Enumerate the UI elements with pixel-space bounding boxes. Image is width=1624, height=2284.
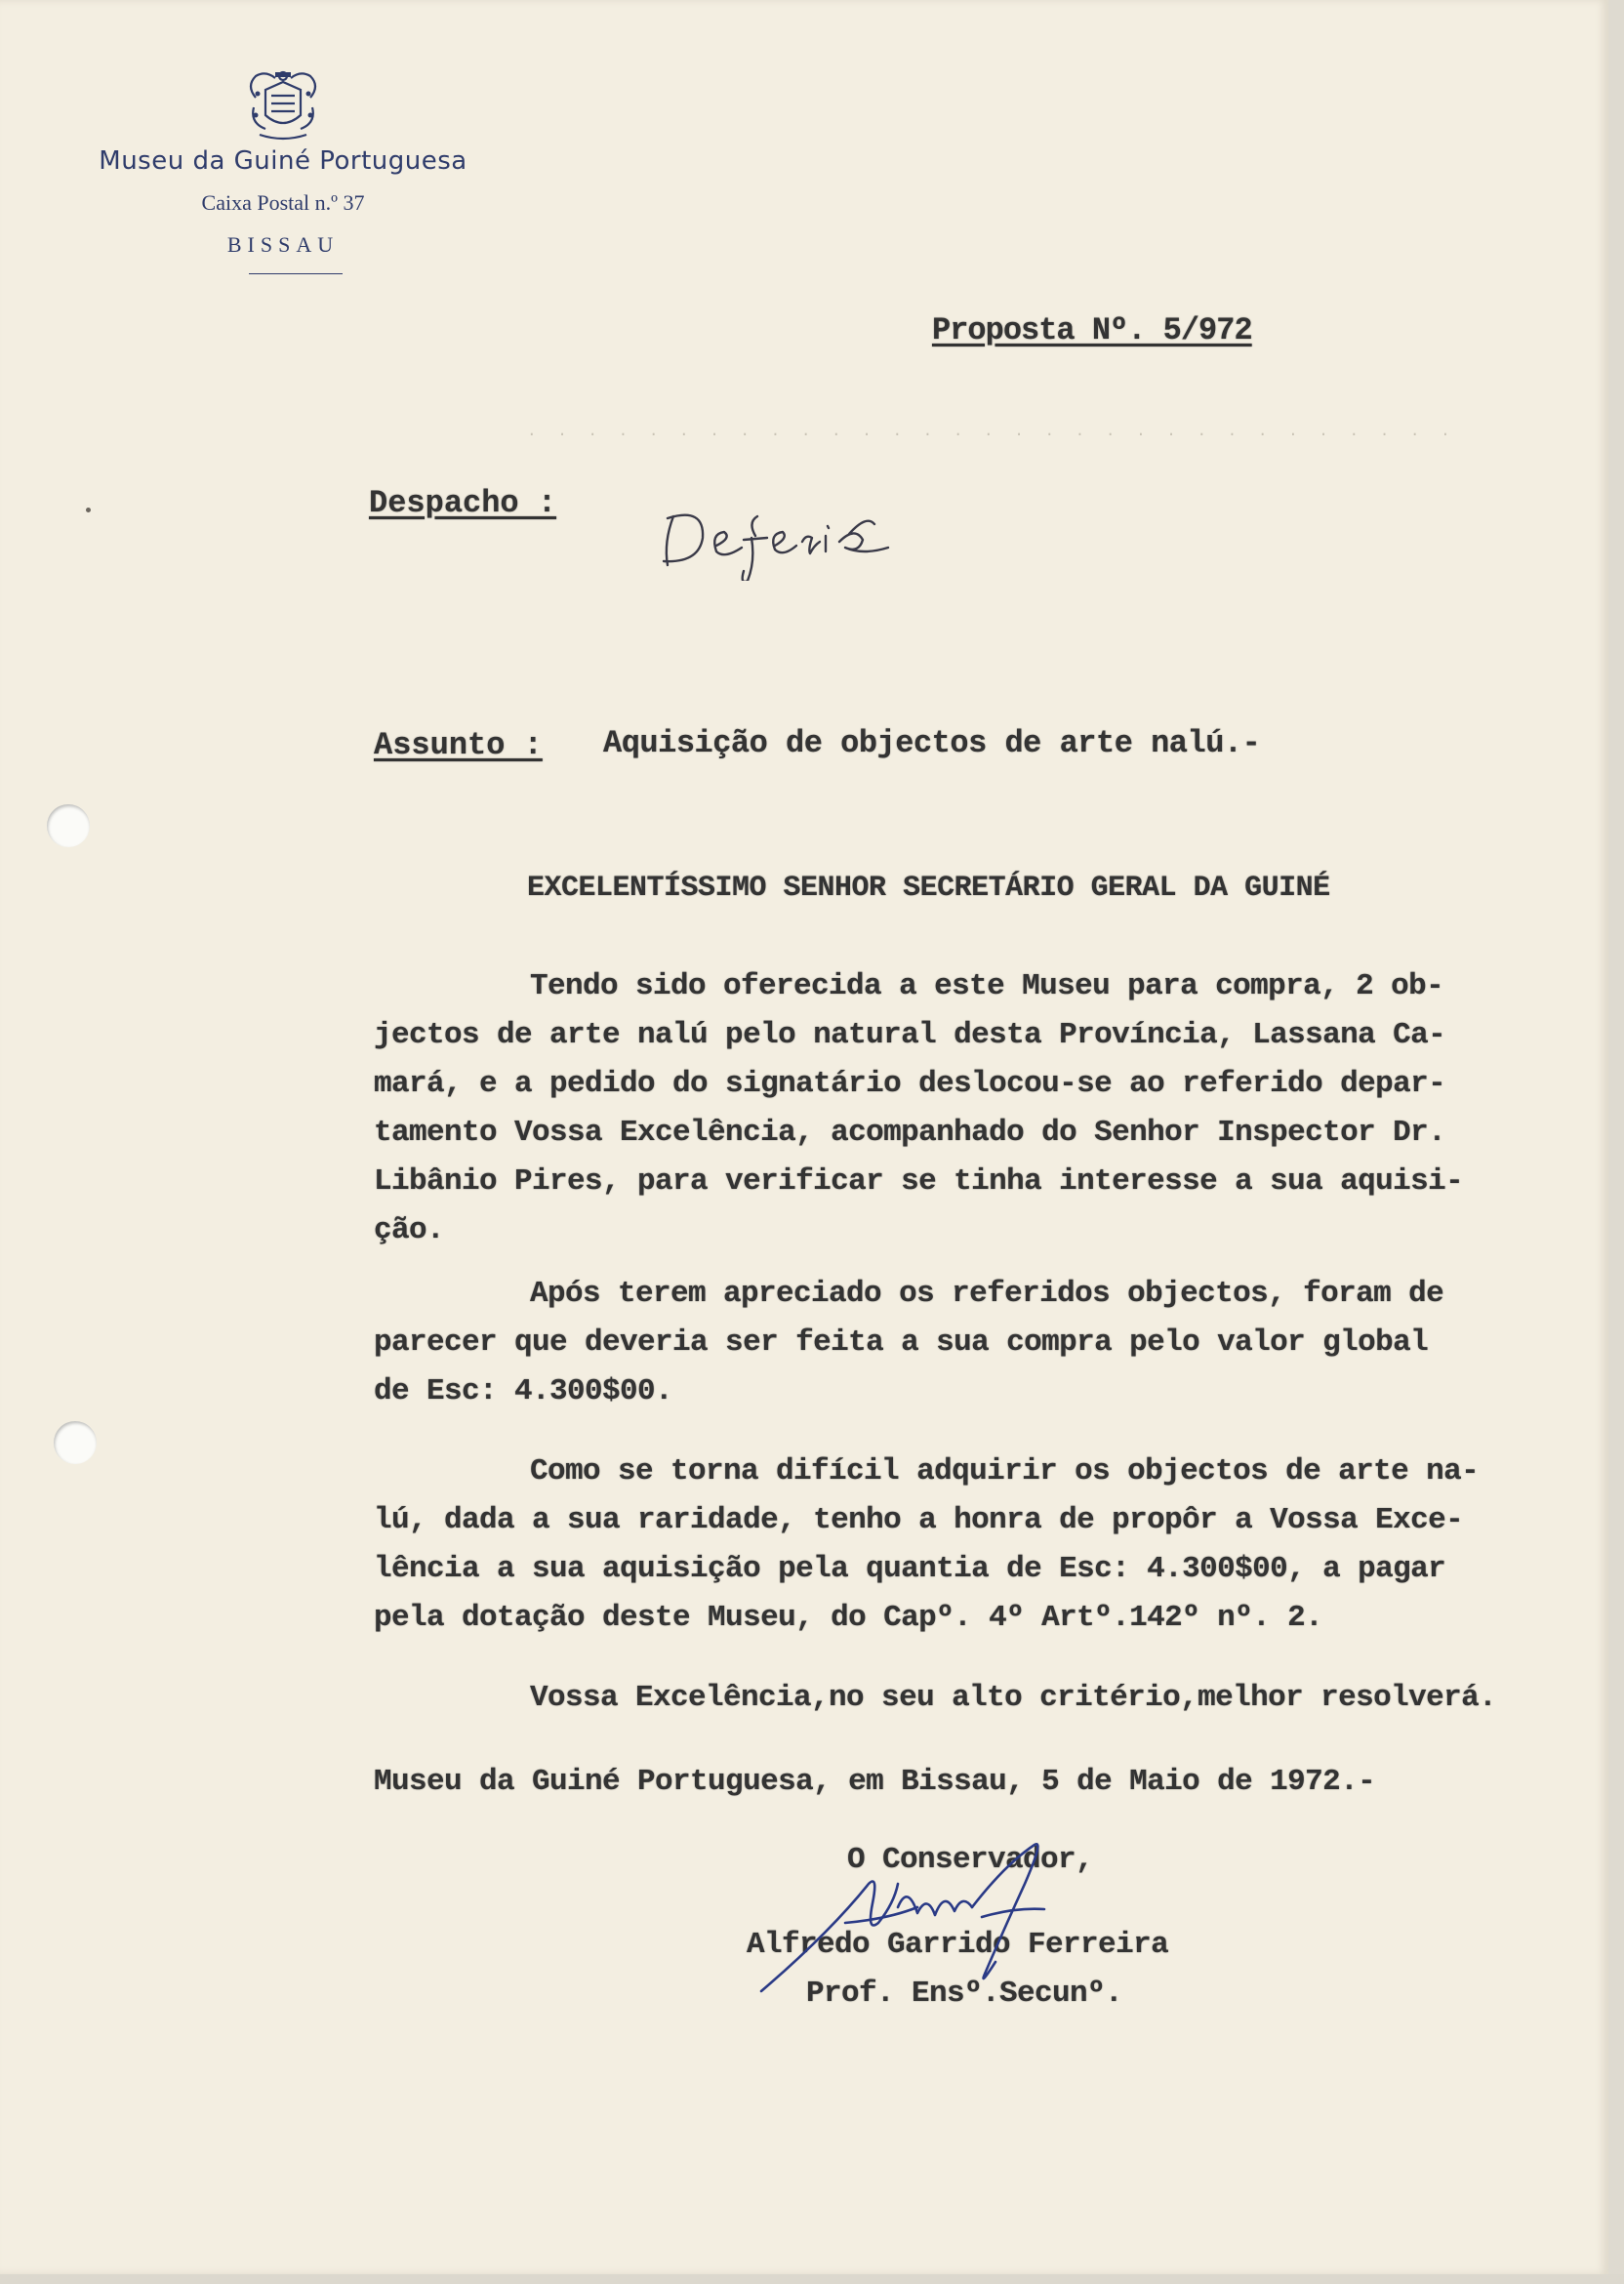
body-line: Vossa Excelência,no seu alto critério,melhor resolverá. [530, 1681, 1497, 1715]
body-line: tamento Vossa Excelência, acompanhado do Senhor Inspector Dr. [374, 1116, 1446, 1150]
subject-text: Aquisição de objectos de arte nalú.- [603, 725, 1261, 761]
subject-label: Assunto : [374, 727, 543, 763]
body-line: Tendo sido oferecida a este Museu para compra, 2 ob- [530, 969, 1444, 1003]
body-line: Como se torna difícil adquirir os objectos de arte na- [530, 1454, 1480, 1489]
body-line: mará, e a pedido do signatário deslocou-se ao referido depar- [374, 1067, 1446, 1101]
salutation: EXCELENTÍSSIMO SENHOR SECRETÁRIO GERAL DA GUINÉ [527, 872, 1330, 905]
page-edge-right [1608, 0, 1624, 2284]
page-edge-bottom [0, 2274, 1624, 2284]
signature-role: O Conservador, [847, 1843, 1094, 1877]
letterhead-rule [249, 273, 343, 274]
coat-of-arms-seal-icon [236, 68, 330, 141]
body-line: lência a sua aquisição pela quantia de Esc: 4.300$00, a pagar [374, 1552, 1446, 1586]
punch-hole-bottom [54, 1421, 97, 1464]
body-line: de Esc: 4.300$00. [374, 1374, 673, 1408]
body-line: Após terem apreciado os referidos objectos, foram de [530, 1277, 1444, 1311]
signatory-name: Alfredo Garrido Ferreira [747, 1928, 1169, 1962]
place-date: Museu da Guiné Portuguesa, em Bissau, 5 de Maio de 1972.- [374, 1765, 1376, 1799]
despacho-label: Despacho : [369, 485, 557, 521]
body-line: Libânio Pires, para verificar se tinha interesse a sua aquisi- [374, 1164, 1464, 1199]
body-line: jectos de arte nalú pelo natural desta Província, Lassana Ca- [374, 1018, 1446, 1052]
letterhead-city: BISSAU [226, 232, 340, 257]
body-line: parecer que deveria ser feita a sua compra pelo valor global [374, 1326, 1429, 1360]
handwritten-deferido-annotation [654, 503, 917, 581]
body-line: ção. [374, 1213, 445, 1247]
punch-hole-top [47, 804, 90, 847]
letterhead-po-box: Caixa Postal n.º 37 [201, 190, 365, 215]
letterhead-institution: Museu da Guiné Portuguesa [99, 146, 467, 176]
handwritten-signature [751, 1825, 1181, 2011]
signatory-title: Prof. Ensº.Secunº. [806, 1977, 1123, 2011]
paper-speck [86, 508, 91, 512]
body-line: pela dotação deste Museu, do Capº. 4º Artº.142º nº. 2. [374, 1601, 1323, 1635]
body-line: lú, dada a sua raridade, tenho a honra de propôr a Vossa Exce- [374, 1503, 1464, 1537]
faint-dotted-line: · · · · · · · · · · · · · · · · · · · · · · · · · · · · · · · [527, 426, 1456, 443]
proposal-number: Proposta Nº. 5/972 [932, 312, 1252, 348]
